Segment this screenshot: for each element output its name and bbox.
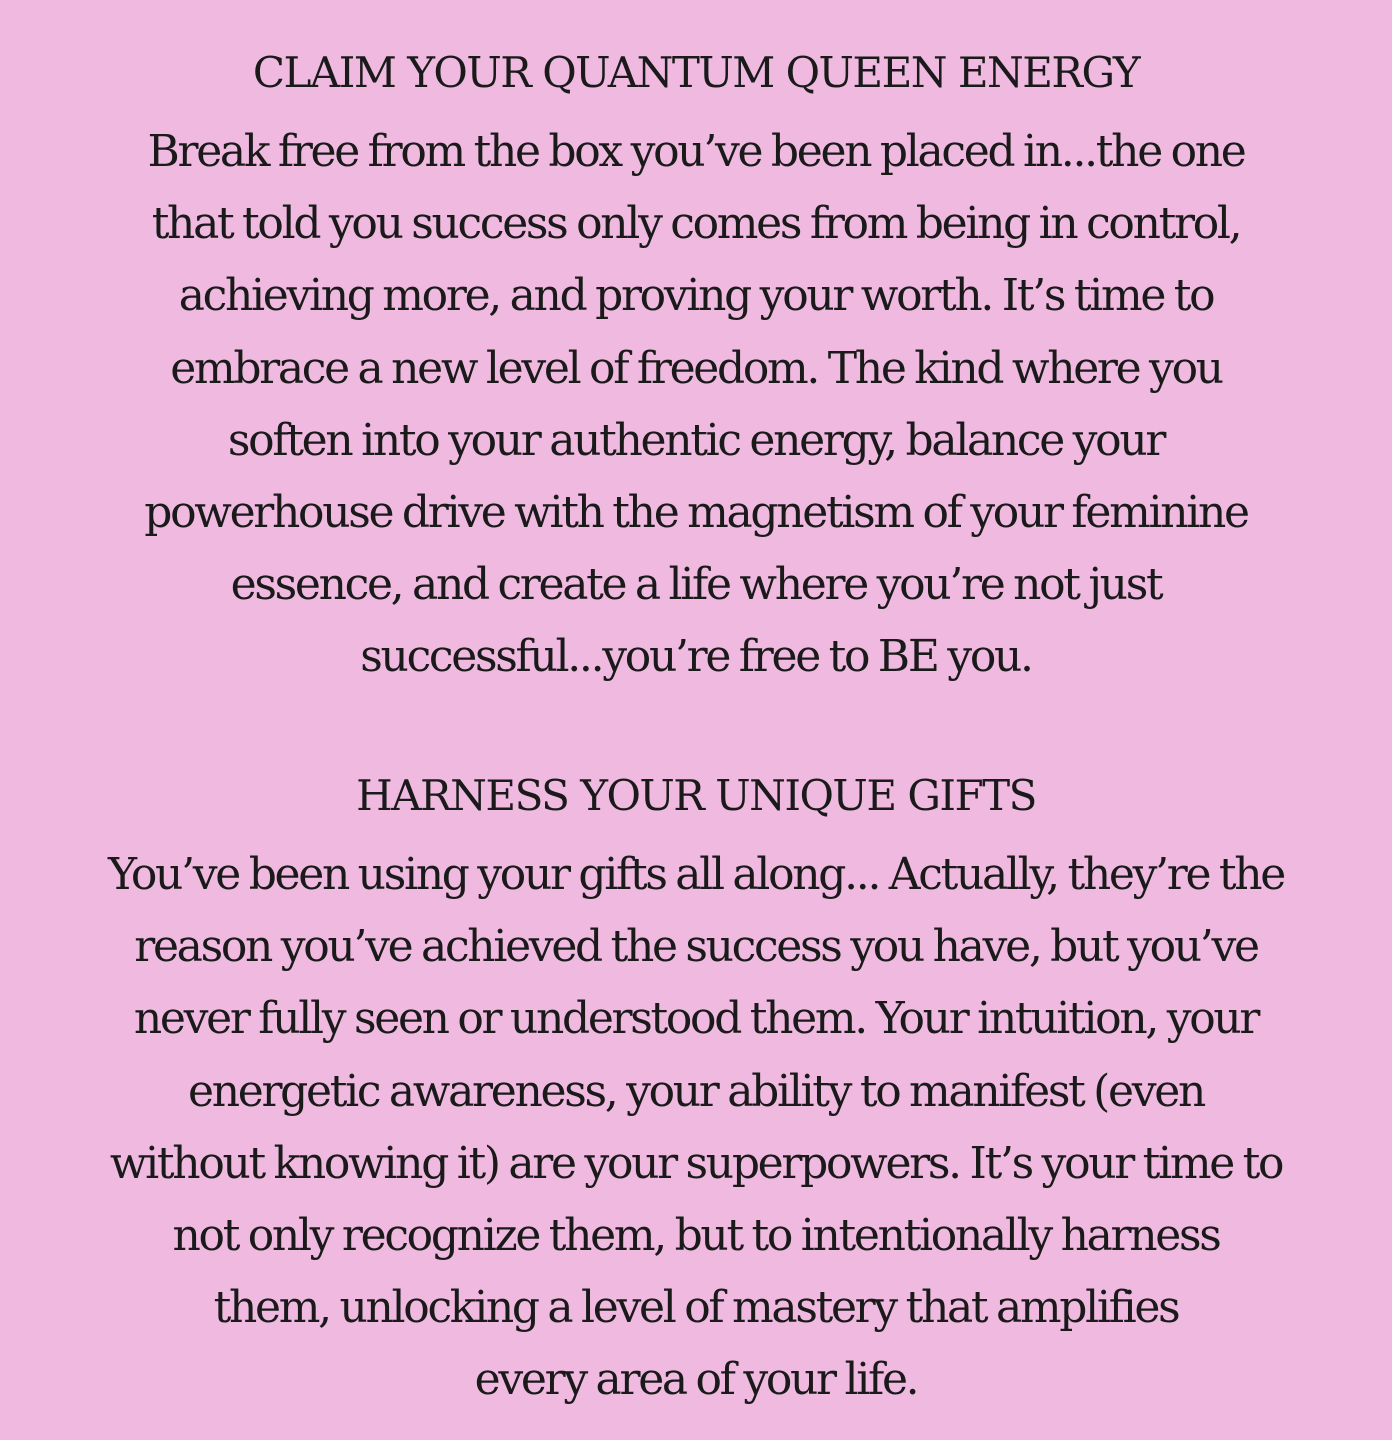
body-line: not only recognize them, but to intentionally harness (172, 1209, 1220, 1261)
body-line: never fully seen or understood them. Your intuition, your (133, 993, 1259, 1045)
body-line: that told you success only comes from being in control, (151, 198, 1241, 250)
section-unique-gifts (0, 767, 1392, 1417)
body-line: Break free from the box you’ve been placed in...the one (147, 126, 1245, 177)
body-line: them, unlocking a level of mastery that amplifies (213, 1282, 1179, 1334)
section-heading: CLAIM YOUR QUANTUM QUEEN ENERGY (252, 48, 1140, 97)
body-line: every area of your life. (474, 1354, 918, 1406)
section-quantum-queen-energy (0, 44, 1392, 694)
section-heading: HARNESS YOUR UNIQUE GIFTS (356, 771, 1036, 820)
body-line: You’ve been using your gifts all along... Actually, they’re the (107, 849, 1285, 900)
body-line: soften into your authentic energy, balance your (227, 414, 1165, 466)
body-line: essence, and create a life where you’re not just (230, 559, 1162, 611)
body-line: achieving more, and proving your worth. It’s time to (178, 270, 1214, 322)
body-line: energetic awareness, your ability to manifest (even (187, 1065, 1204, 1117)
body-line: powerhouse drive with the magnetism of your feminine (144, 486, 1248, 538)
body-line: embrace a new level of freedom. The kind where you (170, 342, 1222, 394)
body-line: without knowing it) are your superpowers. It’s your time to (109, 1137, 1283, 1189)
body-line: successful...you’re free to BE you. (360, 631, 1032, 683)
body-line: reason you’ve achieved the success you have, but you’ve (134, 921, 1258, 973)
